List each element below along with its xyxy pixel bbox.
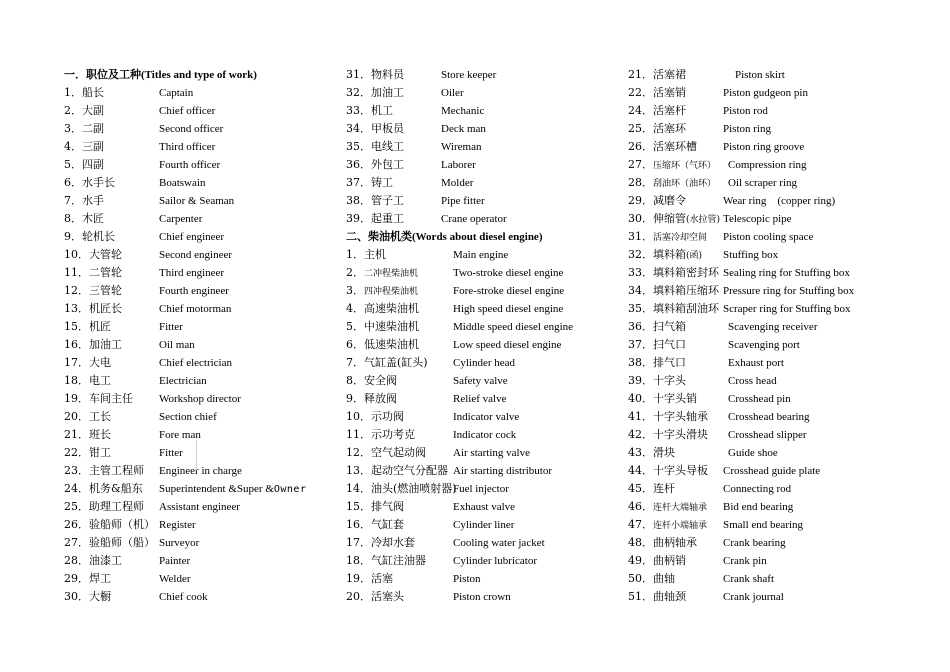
term-chinese: 46．连杆大端轴承 xyxy=(628,500,708,513)
term-row xyxy=(628,300,928,318)
term-english: Crosshead slipper xyxy=(728,429,807,441)
term-row xyxy=(64,462,334,480)
term-chinese: 6．低速柴油机 xyxy=(346,338,419,351)
term-english: Low speed diesel engine xyxy=(453,339,562,351)
term-row xyxy=(64,318,334,336)
term-chinese: 34．甲板员 xyxy=(346,122,404,135)
term-english: Wireman xyxy=(441,141,482,153)
term-chinese: 10．示功阀 xyxy=(346,410,404,423)
term-english: Scraper ring for Stuffing box xyxy=(723,303,851,315)
term-english: Chief electrician xyxy=(159,357,232,369)
term-english: Workshop director xyxy=(159,393,241,405)
term-chinese: 7．水手 xyxy=(64,194,104,207)
term-row xyxy=(64,498,334,516)
term-row xyxy=(64,390,334,408)
term-chinese: 34．填料箱压缩环 xyxy=(628,284,719,297)
term-row xyxy=(346,426,626,444)
term-chinese: 16．气缸套 xyxy=(346,518,404,531)
term-chinese: 10．大管轮 xyxy=(64,248,122,261)
term-chinese: 16．加油工 xyxy=(64,338,122,351)
term-chinese: 45．连杆 xyxy=(628,482,675,495)
term-english: Scavenging receiver xyxy=(728,321,818,333)
term-row xyxy=(628,192,928,210)
term-row xyxy=(64,588,334,606)
term-english: Bid end bearing xyxy=(723,501,794,513)
term-row xyxy=(346,246,626,264)
term-english: Second officer xyxy=(159,123,224,135)
term-row xyxy=(628,462,928,480)
term-row xyxy=(64,354,334,372)
term-row xyxy=(628,138,928,156)
term-row xyxy=(64,138,334,156)
term-row xyxy=(346,210,626,228)
term-chinese: 21．活塞裙 xyxy=(628,68,686,81)
term-english: Crank shaft xyxy=(723,573,775,585)
term-row xyxy=(346,120,626,138)
term-row xyxy=(64,516,334,534)
term-english: Chief motorman xyxy=(159,303,232,315)
term-chinese: 28．刮油环（油环） xyxy=(628,176,717,189)
term-chinese: 11．二管轮 xyxy=(64,266,122,279)
term-english: Piston ring xyxy=(723,123,771,135)
term-row xyxy=(64,426,334,444)
term-english: Cross head xyxy=(728,375,777,387)
term-english: Indicator cock xyxy=(453,429,517,441)
term-chinese: 26．验船师（机） xyxy=(64,518,155,531)
term-chinese: 13．机匠长 xyxy=(64,302,122,315)
term-row xyxy=(64,336,334,354)
term-row xyxy=(64,480,334,498)
term-chinese: 41．十字头轴承 xyxy=(628,410,708,423)
term-row xyxy=(346,408,626,426)
term-english: Wear ring (copper ring) xyxy=(723,195,836,207)
term-chinese: 11．示功考克 xyxy=(346,428,415,441)
term-english: Cylinder head xyxy=(453,357,516,369)
term-english: Pipe fitter xyxy=(441,195,485,207)
term-english: Crosshead pin xyxy=(728,393,791,405)
term-chinese: 42．十字头滑块 xyxy=(628,428,708,441)
term-chinese: 31．活塞冷却空间 xyxy=(628,230,708,243)
term-english: Carpenter xyxy=(159,213,203,225)
term-chinese: 23．主管工程师 xyxy=(64,464,144,477)
term-english: Small end bearing xyxy=(723,519,804,531)
term-english: Crosshead guide plate xyxy=(723,465,821,477)
term-row xyxy=(628,66,928,84)
term-row xyxy=(346,588,626,606)
term-row xyxy=(628,426,928,444)
term-row xyxy=(64,300,334,318)
term-row xyxy=(346,282,626,300)
term-chinese: 33．机工 xyxy=(346,104,393,117)
term-chinese: 49．曲柄销 xyxy=(628,554,686,567)
term-row xyxy=(64,102,334,120)
term-english: Crank journal xyxy=(723,591,784,603)
term-row xyxy=(628,336,928,354)
term-chinese: 20．活塞头 xyxy=(346,590,404,603)
term-chinese: 14．油头(燃油喷射器) xyxy=(346,482,457,495)
term-chinese: 36．外包工 xyxy=(346,158,404,171)
term-english: Oil scraper ring xyxy=(728,177,798,189)
term-chinese: 37．铸工 xyxy=(346,176,393,189)
term-english: Exhaust port xyxy=(728,357,784,369)
term-english: Second engineer xyxy=(159,249,232,261)
term-row xyxy=(628,570,928,588)
term-chinese: 12．空气起动阀 xyxy=(346,446,426,459)
term-english: Cooling water jacket xyxy=(453,537,545,549)
term-row xyxy=(628,480,928,498)
column-1 xyxy=(64,66,334,606)
term-row xyxy=(64,570,334,588)
term-english: Air starting valve xyxy=(453,447,530,459)
term-chinese: 39．起重工 xyxy=(346,212,404,225)
term-english: Fourth officer xyxy=(159,159,221,171)
term-english: Painter xyxy=(159,555,191,567)
term-english: Third engineer xyxy=(159,267,225,279)
term-chinese: 31．物料员 xyxy=(346,68,404,81)
term-english: Piston crown xyxy=(453,591,511,603)
term-row xyxy=(628,84,928,102)
term-english: Exhaust valve xyxy=(453,501,516,513)
term-row xyxy=(64,444,334,462)
term-row xyxy=(346,516,626,534)
term-row xyxy=(628,516,928,534)
term-english: Guide shoe xyxy=(728,447,778,459)
term-english: Fore man xyxy=(159,429,201,441)
term-english: Crank bearing xyxy=(723,537,786,549)
term-row xyxy=(346,318,626,336)
term-chinese: 13．起动空气分配器 xyxy=(346,464,448,477)
term-english: Laborer xyxy=(441,159,476,171)
term-english: Molder xyxy=(441,177,474,189)
term-english: Oiler xyxy=(441,87,464,99)
term-row xyxy=(628,246,928,264)
term-row xyxy=(346,84,626,102)
term-row xyxy=(628,498,928,516)
term-english: Fourth engineer xyxy=(159,285,229,297)
term-row xyxy=(346,138,626,156)
section-1-heading: 一．职位及工种(Titles and type of work) xyxy=(64,68,257,81)
term-english: Stuffing box xyxy=(723,249,779,261)
term-chinese: 19．车间主任 xyxy=(64,392,133,405)
term-row xyxy=(628,390,928,408)
term-row xyxy=(628,282,928,300)
term-english: Compression ring xyxy=(728,159,807,171)
term-row xyxy=(346,336,626,354)
term-chinese: 36．扫气箱 xyxy=(628,320,686,333)
term-row xyxy=(346,552,626,570)
term-row xyxy=(346,156,626,174)
term-chinese: 5．中速柴油机 xyxy=(346,320,419,333)
term-chinese: 19．活塞 xyxy=(346,572,393,585)
term-english: Register xyxy=(159,519,196,531)
term-chinese: 24．活塞杆 xyxy=(628,104,686,117)
term-chinese: 28．油漆工 xyxy=(64,554,122,567)
term-english: Third officer xyxy=(159,141,216,153)
term-english: Fore-stroke diesel engine xyxy=(453,285,565,297)
term-row xyxy=(628,228,928,246)
term-chinese: 17．冷却水套 xyxy=(346,536,415,549)
term-chinese: 4．三副 xyxy=(64,140,104,153)
term-english: Piston cooling space xyxy=(723,231,814,243)
term-chinese: 24．机务&船东 xyxy=(64,482,143,495)
term-english: Boatswain xyxy=(159,177,206,189)
term-row xyxy=(64,156,334,174)
term-chinese: 21．班长 xyxy=(64,428,111,441)
term-english: Crosshead bearing xyxy=(728,411,810,423)
term-row xyxy=(64,408,334,426)
term-chinese: 18．电工 xyxy=(64,374,111,387)
term-chinese: 32．加油工 xyxy=(346,86,404,99)
term-english: Cylinder lubricator xyxy=(453,555,538,567)
term-row xyxy=(628,552,928,570)
term-row xyxy=(346,570,626,588)
section-2-heading: 二、柴油机类(Words about diesel engine) xyxy=(346,230,543,243)
term-english: Piston ring groove xyxy=(723,141,805,153)
term-row xyxy=(346,390,626,408)
term-chinese: 35．电线工 xyxy=(346,140,404,153)
term-chinese: 1．主机 xyxy=(346,248,386,261)
term-chinese: 20．工长 xyxy=(64,410,111,423)
term-row xyxy=(346,102,626,120)
term-english: Telescopic pipe xyxy=(723,213,792,225)
term-row xyxy=(64,210,334,228)
term-chinese: 7．气缸盖(缸头) xyxy=(346,356,428,369)
term-chinese: 40．十字头销 xyxy=(628,392,697,405)
term-english: High speed diesel engine xyxy=(453,303,564,315)
term-row xyxy=(628,354,928,372)
term-row xyxy=(346,462,626,480)
term-row xyxy=(64,84,334,102)
term-row xyxy=(628,408,928,426)
term-english: Piston gudgeon pin xyxy=(723,87,808,99)
term-english: Main engine xyxy=(453,249,509,261)
term-chinese: 51．曲轴颈 xyxy=(628,590,686,603)
term-row xyxy=(346,444,626,462)
term-row xyxy=(628,588,928,606)
term-chinese: 8．木匠 xyxy=(64,212,104,225)
term-chinese: 2．二冲程柴油机 xyxy=(346,266,419,279)
term-english: Crank pin xyxy=(723,555,767,567)
term-chinese: 18．气缸注油器 xyxy=(346,554,426,567)
term-english: Chief officer xyxy=(159,105,216,117)
column-3 xyxy=(628,66,928,606)
term-row xyxy=(346,498,626,516)
term-row xyxy=(64,552,334,570)
term-english: Surveyor xyxy=(159,537,200,549)
term-english: Piston skirt xyxy=(735,69,785,81)
term-chinese: 25．活塞环 xyxy=(628,122,686,135)
term-chinese: 22．钳工 xyxy=(64,446,111,459)
term-row xyxy=(628,210,928,228)
term-english: Section chief xyxy=(159,411,217,423)
term-row xyxy=(64,246,334,264)
term-row xyxy=(64,192,334,210)
term-chinese: 30．大橱 xyxy=(64,590,111,603)
term-chinese: 48．曲柄轴承 xyxy=(628,536,697,549)
term-chinese: 3．四冲程柴油机 xyxy=(346,284,419,297)
term-chinese: 26．活塞环槽 xyxy=(628,140,697,153)
term-english: Cylinder liner xyxy=(453,519,515,531)
term-chinese: 2．大副 xyxy=(64,104,104,117)
term-row xyxy=(64,372,334,390)
term-english: Deck man xyxy=(441,123,486,135)
term-chinese: 44．十字头导板 xyxy=(628,464,708,477)
term-english: Middle speed diesel engine xyxy=(453,321,574,333)
term-english: Scavenging port xyxy=(728,339,800,351)
term-chinese: 27．压缩环（气环） xyxy=(628,158,717,171)
term-row xyxy=(346,66,626,84)
term-chinese: 50．曲轴 xyxy=(628,572,675,585)
term-chinese: 9．释放阀 xyxy=(346,392,397,405)
term-row xyxy=(628,120,928,138)
column-2 xyxy=(346,66,626,606)
text-cursor-marker xyxy=(196,440,198,470)
term-chinese: 15．排气阀 xyxy=(346,500,404,513)
term-english: Mechanic xyxy=(441,105,485,117)
term-chinese: 38．管子工 xyxy=(346,194,404,207)
term-chinese: 12．三管轮 xyxy=(64,284,122,297)
term-row xyxy=(628,318,928,336)
term-english: Captain xyxy=(159,87,194,99)
term-english: Fuel injector xyxy=(453,483,509,495)
term-row xyxy=(64,174,334,192)
term-row xyxy=(64,282,334,300)
term-english: Indicator valve xyxy=(453,411,520,423)
term-english: Pressure ring for Stuffing box xyxy=(723,285,855,297)
term-english: Store keeper xyxy=(441,69,497,81)
term-row xyxy=(64,264,334,282)
term-row xyxy=(628,534,928,552)
term-chinese: 29．焊工 xyxy=(64,572,111,585)
term-chinese: 35．填料箱刮油环 xyxy=(628,302,719,315)
term-chinese: 29．减磨令 xyxy=(628,194,686,207)
term-english: Fitter xyxy=(159,447,183,459)
term-english: Safety valve xyxy=(453,375,508,387)
term-english: Chief engineer xyxy=(159,231,225,243)
term-chinese: 17．大电 xyxy=(64,356,111,369)
term-english: Electrician xyxy=(159,375,207,387)
term-english: Sealing ring for Stuffing box xyxy=(723,267,850,279)
term-english: Chief cook xyxy=(159,591,208,603)
term-english: Air starting distributor xyxy=(453,465,552,477)
term-row xyxy=(628,174,928,192)
term-row xyxy=(64,534,334,552)
term-chinese: 38．排气口 xyxy=(628,356,686,369)
term-chinese: 22．活塞销 xyxy=(628,86,686,99)
term-row xyxy=(628,444,928,462)
term-chinese: 8．安全阀 xyxy=(346,374,397,387)
term-chinese: 3．二副 xyxy=(64,122,104,135)
term-english: Piston xyxy=(453,573,481,585)
term-english: Sailor & Seaman xyxy=(159,195,235,207)
term-english: Engineer in charge xyxy=(159,465,242,477)
term-row xyxy=(346,174,626,192)
term-row xyxy=(346,534,626,552)
term-english: Fitter xyxy=(159,321,183,333)
term-row xyxy=(346,264,626,282)
term-chinese: 47．连杆小端轴承 xyxy=(628,518,708,531)
term-chinese: 30．伸缩管(水拉管) xyxy=(628,212,721,225)
term-row xyxy=(346,354,626,372)
term-english: Oil man xyxy=(159,339,195,351)
term-row xyxy=(346,300,626,318)
term-row xyxy=(64,228,334,246)
term-chinese: 9．轮机长 xyxy=(64,230,115,243)
term-row xyxy=(346,480,626,498)
term-row xyxy=(64,120,334,138)
term-english: Piston rod xyxy=(723,105,768,117)
term-english: Two-stroke diesel engine xyxy=(453,267,564,279)
term-chinese: 37．扫气口 xyxy=(628,338,686,351)
term-row xyxy=(628,372,928,390)
term-row xyxy=(628,102,928,120)
term-chinese: 39．十字头 xyxy=(628,374,686,387)
term-row xyxy=(346,372,626,390)
term-chinese: 43．滑块 xyxy=(628,446,675,459)
term-english: Assistant engineer xyxy=(159,501,240,513)
term-chinese: 5．四副 xyxy=(64,158,104,171)
term-english: Superintendent &Super &Owner xyxy=(159,483,307,495)
term-row xyxy=(346,192,626,210)
term-row xyxy=(628,156,928,174)
term-chinese: 4．高速柴油机 xyxy=(346,302,419,315)
term-chinese: 32．填料箱(函) xyxy=(628,248,703,261)
term-english: Welder xyxy=(159,573,191,585)
term-chinese: 1．船长 xyxy=(64,86,104,99)
term-chinese: 25．助理工程师 xyxy=(64,500,144,513)
term-chinese: 27．验船师（船） xyxy=(64,536,155,549)
term-chinese: 15．机匠 xyxy=(64,320,111,333)
term-english: Relief valve xyxy=(453,393,507,405)
term-english: Connecting rod xyxy=(723,483,792,495)
term-english: Crane operator xyxy=(441,213,507,225)
term-chinese: 6．水手长 xyxy=(64,176,115,189)
term-chinese: 33．填料箱密封环 xyxy=(628,266,719,279)
term-row xyxy=(628,264,928,282)
